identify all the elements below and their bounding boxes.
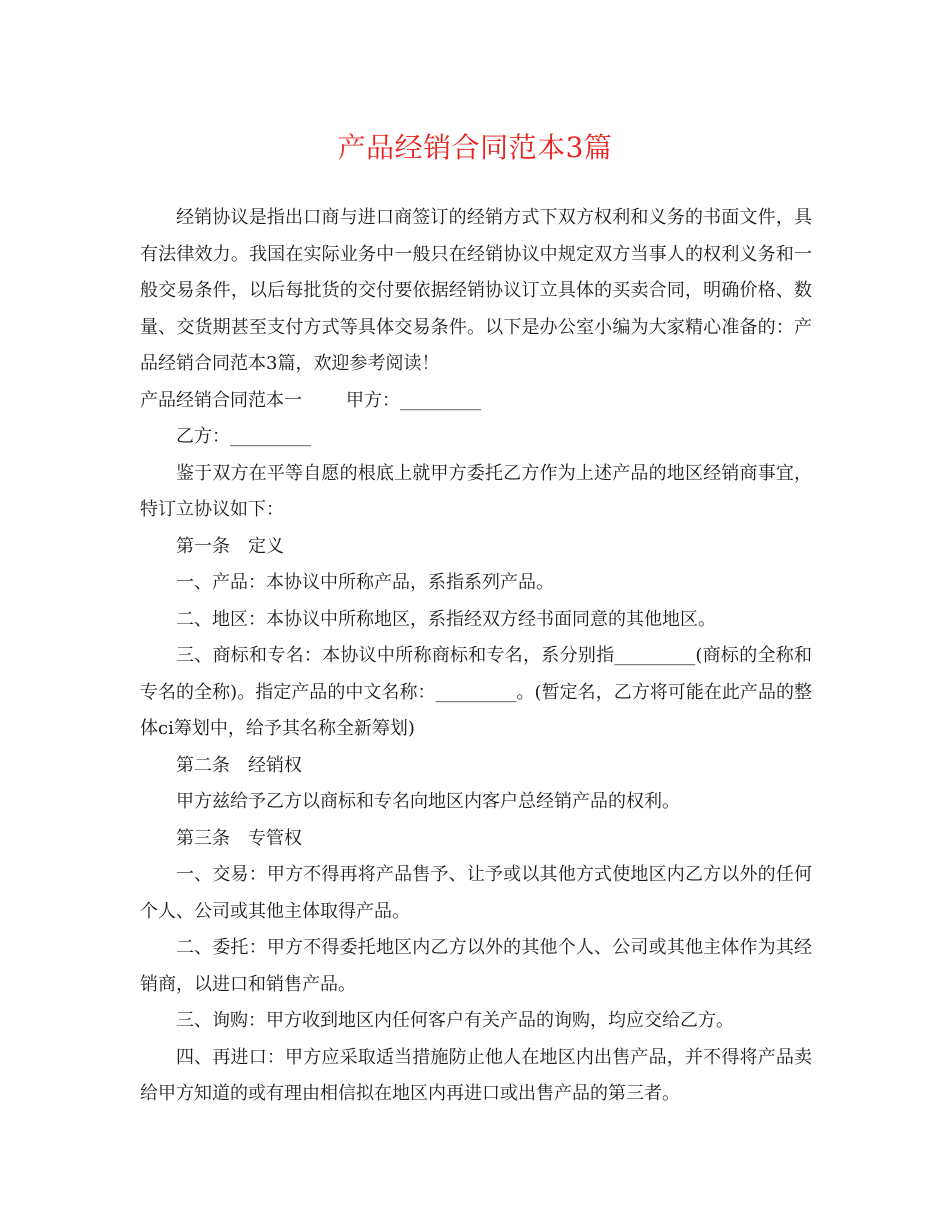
section-heading-line: [140, 383, 812, 420]
article-1-item-3: 三、商标和专名：本协议中所称商标和专名，系分别指_________(商标的全称和专名的全称)。指定产品的中文名称：_________。(暂定名，乙方将可能在此产品的整体ci筹划中，给予其名称全新筹划): [140, 645, 812, 739]
article-2-item-1: 甲方兹给予乙方以商标和专名向地区内客户总经销产品的权利。: [176, 791, 680, 812]
article-3-item-4: 四、再进口：甲方应采取适当措施防止他人在地区内出售产品，并不得将产品卖给甲方知道的或有理由相信拟在地区内再进口或出售产品的第三者。: [140, 1046, 812, 1104]
article-3-heading: 第三条 专管权: [176, 827, 302, 849]
preamble-paragraph: 鉴于双方在平等自愿的根底上就甲方委托乙方作为上述产品的地区经销商事宜，特订立协议如下：: [140, 462, 812, 520]
document-title: 产品经销合同范本3篇: [337, 131, 613, 164]
party-b-field: 乙方：_________: [176, 426, 311, 447]
article-3-item-2: 二、委托：甲方不得委托地区内乙方以外的其他个人、公司或其他主体作为其经销商，以进口和销售产品。: [140, 937, 812, 995]
article-1-item-2: 二、地区：本协议中所称地区，系指经双方经书面同意的其他地区。: [176, 608, 716, 630]
document-body: [140, 200, 812, 1113]
article-1-item-1: 一、产品：本协议中所称产品，系指系列产品。: [176, 572, 554, 593]
article-3-item-3: 三、询购：甲方收到地区内任何客户有关产品的询购，均应交给乙方。: [176, 1010, 734, 1031]
article-1-heading: 第一条 定义: [176, 535, 284, 557]
section-heading: 产品经销合同范本一: [140, 389, 302, 411]
intro-paragraph: 经销协议是指出口商与进口商签订的经销方式下双方权利和义务的书面文件，具有法律效力。我国在实际业务中一般只在经销协议中规定双方当事人的权利义务和一般交易条件，以后每批货的交付要依据经销协议订立具体的买卖合同，明确价格、数量、交货期甚至支付方式等具体交易条件。以下是办公室小编为大家精心准备的：产品经销合同范本3篇，欢迎参考阅读！: [140, 207, 812, 374]
article-3-item-1: 一、交易：甲方不得再将产品售予、让予或以其他方式使地区内乙方以外的任何个人、公司或其他主体取得产品。: [140, 864, 812, 922]
article-2-heading: 第二条 经销权: [176, 754, 302, 776]
party-a-field: 甲方：_________: [346, 389, 481, 411]
